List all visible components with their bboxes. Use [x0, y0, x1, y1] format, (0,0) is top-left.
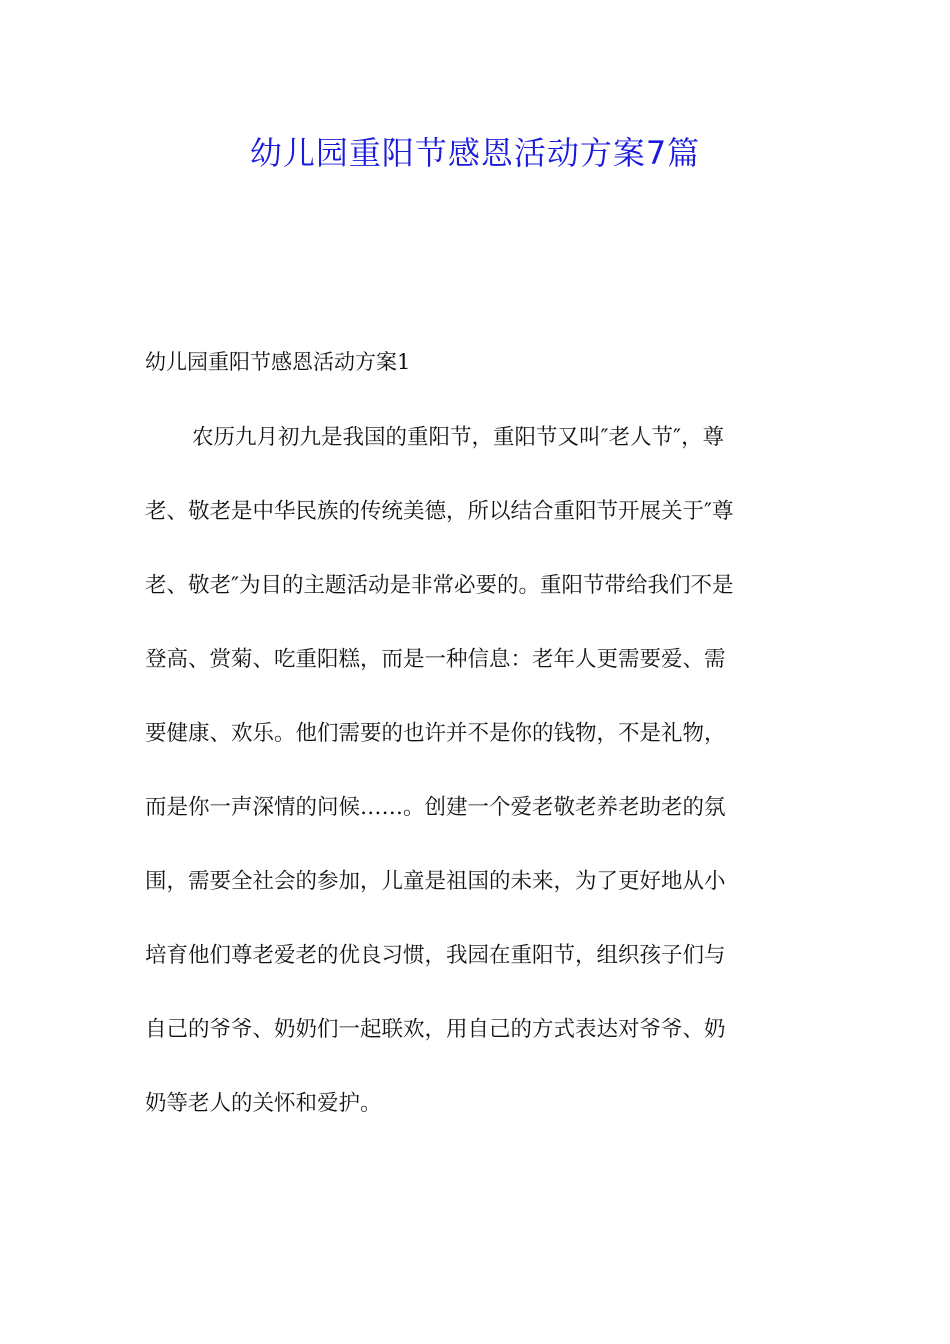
paragraph-line: 而是你一声深情的问候……。创建一个爱老敬老养老助老的氛	[145, 795, 726, 820]
document-title: 幼儿园重阳节感恩活动方案7篇	[249, 134, 701, 172]
paragraph-line: 老、敬老是中华民族的传统美德，所以结合重阳节开展关于″尊	[145, 499, 734, 524]
paragraph-line: 老、敬老″为目的主题活动是非常必要的。重阳节带给我们不是	[145, 573, 734, 598]
paragraph-line: 围，需要全社会的参加，儿童是祖国的未来，为了更好地从小	[145, 869, 726, 894]
paragraph-line: 奶等老人的关怀和爱护。	[145, 1091, 382, 1116]
paragraph-line: 自己的爷爷、奶奶们一起联欢，用自己的方式表达对爷爷、奶	[145, 1017, 726, 1042]
section-heading: 幼儿园重阳节感恩活动方案1	[145, 350, 411, 374]
paragraph-line: 农历九月初九是我国的重阳节，重阳节又叫″老人节″，尊	[192, 425, 725, 450]
paragraph-line: 培育他们尊老爱老的优良习惯，我园在重阳节，组织孩子们与	[145, 943, 726, 968]
paragraph-line: 登高、赏菊、吃重阳糕，而是一种信息：老年人更需要爱、需	[145, 647, 726, 672]
paragraph-line: 要健康、欢乐。他们需要的也许并不是你的钱物，不是礼物，	[145, 721, 726, 746]
